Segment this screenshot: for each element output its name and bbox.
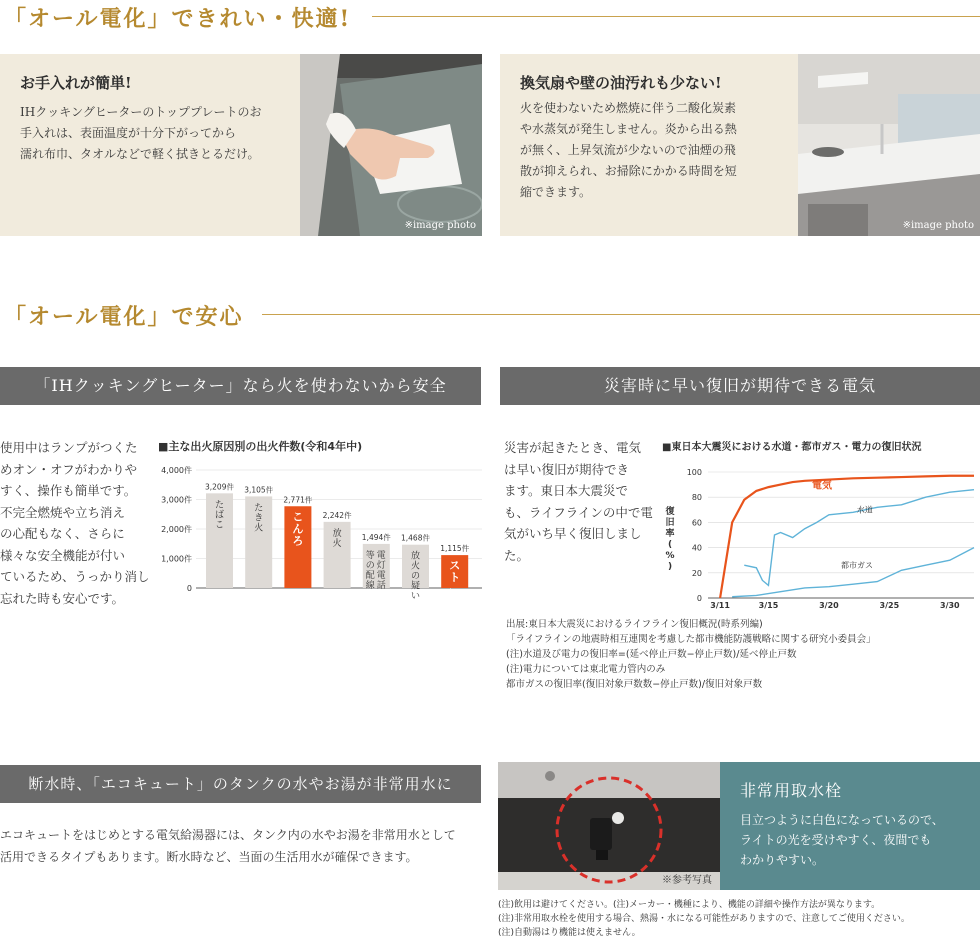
series-label: 電気 xyxy=(811,480,832,492)
series-line xyxy=(744,490,974,586)
bar-value-label: 1,494件 xyxy=(361,532,391,542)
bar-category-label: 電灯電話 xyxy=(376,550,386,591)
y-tick-label: 4,000件 xyxy=(161,466,192,475)
recovery-notes xyxy=(506,617,876,692)
series-line xyxy=(720,476,974,598)
note-line: 「ライフラインの地震時相互連関を考慮した都市機能防護戦略に関する研究小委員会」 xyxy=(506,634,876,645)
text-line: ます。東日本大震災で xyxy=(504,483,629,498)
text-line: 様々な安全機能が付い xyxy=(0,547,126,563)
y-tick-label: 1,000件 xyxy=(161,554,192,564)
x-tick-label: 3/11 xyxy=(710,601,730,610)
emergency-tap-text xyxy=(740,810,944,870)
photo-wiping-cooktop xyxy=(300,54,482,236)
bar-category-label: こんろ xyxy=(292,510,304,548)
bar-value-label: 3,105件 xyxy=(244,485,274,495)
y-tick-label: 0 xyxy=(186,584,192,593)
text-line: 気がいち早く復旧しまし xyxy=(504,526,642,541)
bar-category-label: たき火 xyxy=(254,503,264,534)
recovery-line-chart xyxy=(656,460,980,616)
text-line: た。 xyxy=(504,547,530,563)
text-line: 縮できます。 xyxy=(520,185,592,199)
y-tick-label: 60 xyxy=(691,518,702,528)
text-line: や水蒸気が発生しません。炎から出る熱 xyxy=(520,122,737,136)
photo-caption: ※参考写真 xyxy=(662,875,712,886)
section1-rule xyxy=(372,16,980,17)
y-tick-label: 20 xyxy=(691,568,702,578)
note-line: (注)飲用は避けてください。(注)メーカー・機種により、機能の詳細や操作方法が異なります。 xyxy=(498,900,881,910)
text-line: 手入れは、表面温度が十分下がってから xyxy=(20,126,237,140)
text-line: が無く、上昇気流が少ないので油煙の飛 xyxy=(520,143,736,157)
text-line: 使用中はランプがつくた xyxy=(0,440,138,455)
text-line: エコキュートをはじめとする電気給湯器には、タンク内の水やお湯を非常用水として xyxy=(0,828,456,842)
bar-value-label: 2,242件 xyxy=(322,510,352,520)
recovery-chart-title: ■東日本大震災における水道・都市ガス・電力の復旧状況 xyxy=(662,442,922,453)
note-line: 都市ガスの復旧率(復旧対象戸数数−停止戸数)/復旧対象戸数 xyxy=(506,679,763,690)
photo-caption: ※image photo xyxy=(404,220,476,231)
y-tick-label: 100 xyxy=(686,468,702,477)
text-line: すく、操作も簡単です。 xyxy=(0,483,137,498)
series-line xyxy=(732,548,974,597)
x-tick-label: 3/30 xyxy=(940,601,960,610)
card-less-grease-title: 換気扇や壁の油汚れも少ない! xyxy=(520,74,722,92)
photo-kitchen xyxy=(798,54,980,236)
ecocute-text xyxy=(0,824,490,868)
section2-heading: 「オール電化」で安心 xyxy=(4,304,244,330)
y-axis-label: 復旧率( % ) xyxy=(665,507,675,572)
text-line: 災害が起きたとき、電気 xyxy=(504,440,642,455)
text-line: 忘れた時も安心です。 xyxy=(0,590,125,606)
quick-recovery-text xyxy=(504,437,654,566)
note-line: (注)非常用取水栓を使用する場合、熱湯・水になる可能性がありますので、注意してご使用ください。 xyxy=(498,914,910,924)
bar-category-label: 放火の疑い xyxy=(410,551,421,602)
y-tick-label: 3,000件 xyxy=(161,495,192,505)
section1-heading: 「オール電化」できれい・快適! xyxy=(4,6,352,32)
y-tick-label: 80 xyxy=(691,493,702,503)
note-line: (注)水道及び電力の復旧率=(延べ停止戸数−停止戸数)/延べ停止戸数 xyxy=(506,649,797,660)
photo-emergency-tap xyxy=(498,762,720,890)
text-line: IHクッキングヒーターのトッププレートのお xyxy=(20,105,262,119)
bar-value-label: 1,468件 xyxy=(401,533,430,543)
ecocute-notes xyxy=(498,898,910,940)
photo-caption: ※image photo xyxy=(902,220,974,231)
section2-rule xyxy=(262,314,980,315)
quick-recovery-bar: 災害時に早い復旧が期待できる電気 xyxy=(500,367,980,405)
text-line: 不完全燃焼や立ち消え xyxy=(0,504,126,520)
note-line: (注)電力については東北電力管内のみ xyxy=(506,664,666,675)
note-line: (注)自動湯はり機能は使えません。 xyxy=(498,928,641,938)
bar-category-label: 放火 xyxy=(332,528,342,549)
emergency-tap-title: 非常用取水栓 xyxy=(740,781,843,800)
text-line: めオン・オフがわかりや xyxy=(0,461,138,477)
x-tick-label: 3/20 xyxy=(819,601,839,610)
text-line: 散が抑えられ、お掃除にかかる時間を短 xyxy=(520,164,737,178)
text-line: わかりやすい。 xyxy=(740,853,825,867)
text-line: ているため、うっかり消し xyxy=(0,569,150,584)
bar-category-label: ストーブ xyxy=(449,559,461,608)
text-line: も、ライフラインの中で電 xyxy=(504,504,653,520)
card-less-grease xyxy=(500,54,798,236)
ih-safety-text xyxy=(0,437,150,609)
card-easy-clean-text xyxy=(20,102,298,165)
series-label: 都市ガス xyxy=(841,560,873,570)
y-tick-label: 0 xyxy=(696,594,702,603)
ih-safety-bar: 「IHクッキングヒーター」なら火を使わないから安全 xyxy=(0,367,481,405)
x-tick-label: 3/25 xyxy=(879,601,900,610)
card-less-grease-text xyxy=(520,98,796,203)
text-line: ライトの光を受けやすく、夜間でも xyxy=(740,833,932,847)
bar-value-label: 3,209件 xyxy=(205,482,234,492)
x-tick-label: 3/15 xyxy=(758,601,779,610)
text-line: 火を使わないため燃焼に伴う二酸化炭素 xyxy=(520,101,737,115)
card-easy-clean xyxy=(0,54,300,236)
note-line: 出展:東日本大震災におけるライフライン復旧概況(時系列編) xyxy=(506,619,763,630)
bar-value-label: 2,771件 xyxy=(283,495,313,505)
bar-category-label: 等の配線 xyxy=(365,550,375,591)
ecocute-bar: 断水時、「エコキュート」のタンクの水やお湯が非常用水に xyxy=(0,765,481,803)
bar-category-label: たばこ xyxy=(214,500,225,531)
card-easy-clean-title: お手入れが簡単! xyxy=(20,74,132,92)
text-line: 目立つように白色になっているので、 xyxy=(740,813,944,827)
y-tick-label: 2,000件 xyxy=(161,525,192,534)
text-line: 活用できるタイプもあります。断水時など、当面の生活用水が確保できます。 xyxy=(0,850,418,864)
text-line: の心配もなく、さらに xyxy=(0,526,125,541)
text-line: は早い復旧が期待でき xyxy=(504,461,630,477)
emergency-tap-panel xyxy=(720,762,980,890)
y-tick-label: 40 xyxy=(691,543,702,553)
text-line: 濡れ布巾、タオルなどで軽く拭きとるだけ。 xyxy=(20,147,260,161)
bar-value-label: 1,115件 xyxy=(440,544,470,554)
fire-cause-bar-chart xyxy=(150,458,482,608)
series-label: 水道 xyxy=(856,505,873,515)
fire-cause-chart-title: ■主な出火原因別の出火件数(令和4年中) xyxy=(158,440,363,453)
